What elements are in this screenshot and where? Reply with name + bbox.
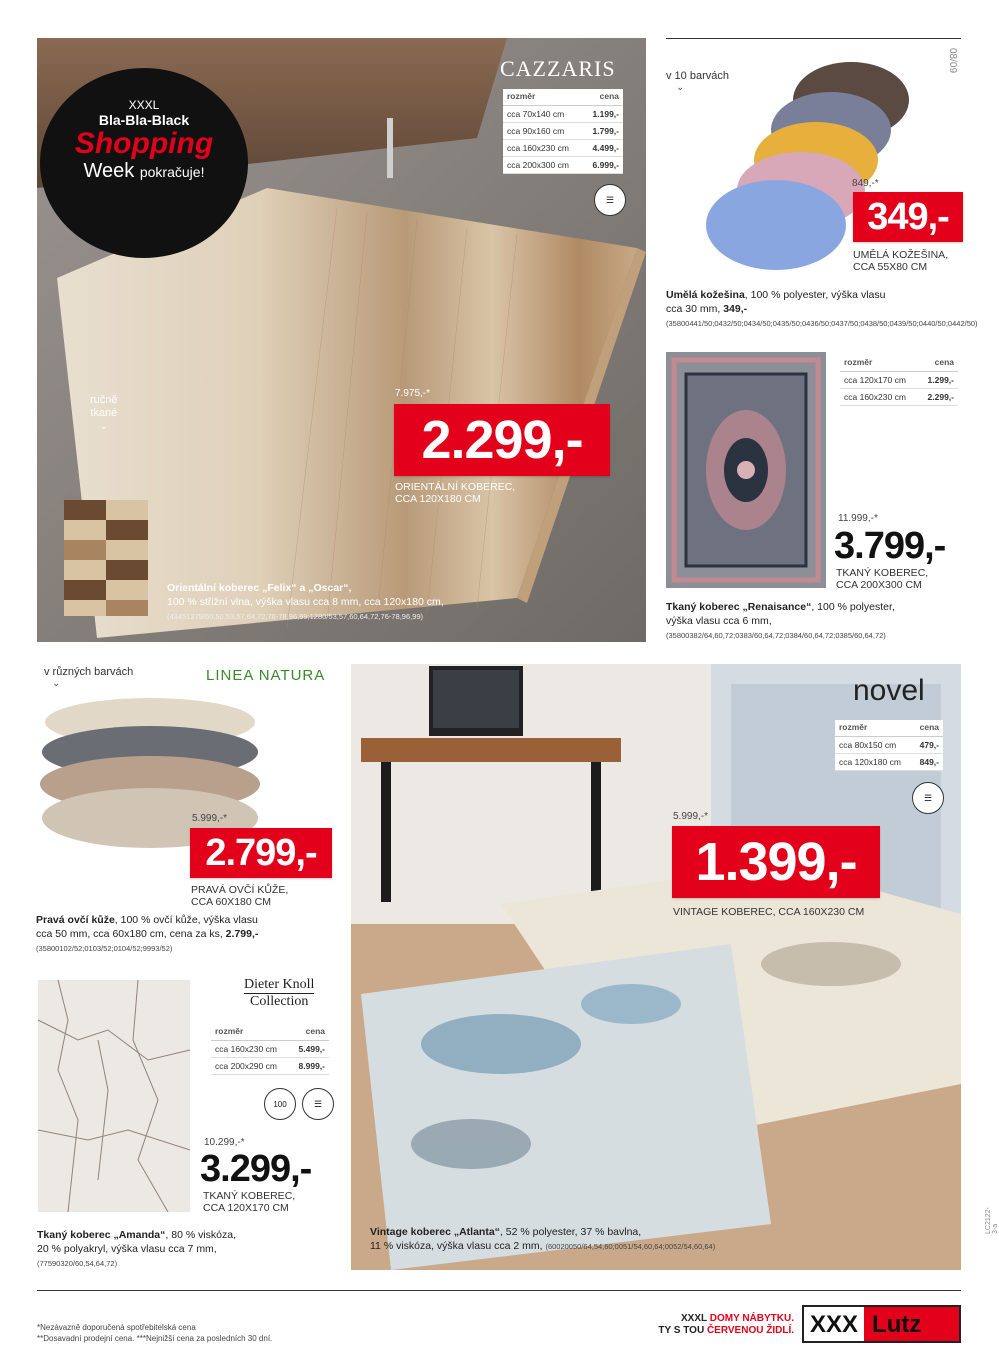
felix-title: Orientální koberec „Felix“ a „Oscar“,: [167, 582, 352, 594]
footer-slogan: XXXL DOMY NÁBYTKU. TY S TOU ČERVENOU ŽIDLÍ.: [658, 1313, 794, 1336]
logo-lutz: Lutz: [864, 1307, 959, 1341]
table-row: cca 70x140 cm 1.199,-: [503, 106, 623, 123]
oeko-100-icon: 100: [264, 1088, 296, 1120]
promo-badge-line5: pokračuje!: [139, 164, 205, 180]
page-number: 08/09: [947, 48, 958, 74]
felix-size-table: [503, 89, 623, 174]
swatch-pattern: [64, 500, 148, 616]
cazzaris-logo: CAZZARIS: [500, 56, 616, 81]
sheep-old-price: 5.999,-*: [192, 813, 228, 824]
table-row: cca 160x230 cm 2.299,-: [840, 389, 958, 406]
renaisance-subtitle: TKANÝ KOBEREC, CCA 200X300 CM: [836, 567, 929, 591]
sheep-subtitle: PRAVÁ OVČÍ KŮŽE, CCA 60X180 CM: [191, 884, 289, 908]
handmade-note: ručně tkané ⌄: [90, 394, 118, 432]
felix-pattern-swatch: [64, 500, 148, 616]
amanda-old-price: 10.299,-*: [204, 1137, 245, 1148]
atlanta-subtitle: VINTAGE KOBEREC, CCA 160X230 CM: [673, 906, 865, 918]
renaisance-pattern: [666, 352, 826, 588]
promo-badge-line1: XXXL: [128, 98, 160, 112]
fur-description: Umělá kožešina, 100 % polyester, výška vlasu cca 30 mm, 349,- (35800441/50;0432/50;0434/50;0435/50;0436/50;0437/50;0438/50;0439/50;0440/50;0442/50): [666, 289, 978, 328]
promo-badge: [40, 68, 248, 258]
felix-description: Orientální koberec „Felix“ a „Oscar“, 100 % střižní vlna, výška vlasu cca 8 mm, cca 120x180 cm, (43451279/60,50,53,57,64,72,76-78,96,99;1280/53,57,60,64,72,76-78,96,99): [167, 582, 444, 621]
amanda-subtitle: TKANÝ KOBEREC, CCA 120X170 CM: [203, 1190, 296, 1214]
renaisance-old-price: 11.999,-*: [838, 513, 878, 524]
table-row: cca 200x290 cm 8.999,-: [211, 1058, 329, 1075]
machine-made-icon: ☰: [594, 184, 626, 216]
fur-title: Umělá kožešina: [666, 289, 745, 301]
amanda-description: Tkaný koberec „Amanda“, 80 % viskóza, 20 % polyakryl, výška vlasu cca 7 mm, (77590320/60,54,64,72): [37, 1229, 237, 1268]
promo-badge-line2: Bla-Bla-Black: [98, 112, 190, 128]
faux-fur-illustration: [676, 55, 916, 275]
chevron-down-icon: ⌄: [676, 82, 685, 93]
renaisance-title: Tkaný koberec „Renaisance“: [666, 601, 812, 613]
xxxlutz-logo: [802, 1305, 961, 1343]
amanda-price: 3.299,-: [200, 1148, 312, 1190]
machine-made-icon: ☰: [912, 782, 944, 814]
price-col-header: cena: [599, 91, 619, 101]
chevron-down-icon: ⌄: [99, 421, 108, 432]
table-row: cca 120x180 cm 849,-: [835, 754, 943, 771]
linea-natura-logo: LINEA NATURA: [206, 667, 326, 684]
amanda-rug-photo: [38, 980, 190, 1212]
novel-logo: novel: [853, 674, 925, 707]
atlanta-old-price: 5.999,-*: [673, 811, 709, 822]
chevron-down-icon: ⌄: [52, 678, 61, 689]
renaisance-description: Tkaný koberec „Renaisance“, 100 % polyester, výška vlasu cca 6 mm, (35800382/64,60,72;0383/60,64,72;0384/60,64,72;0385/60,64,72): [666, 601, 895, 640]
promo-badge-line3: Shopping: [74, 127, 214, 160]
logo-xxx: XXX: [804, 1307, 864, 1341]
dieter-knoll-logo: Dieter Knoll Collection: [244, 977, 315, 1009]
felix-price: 2.299,-: [394, 404, 610, 476]
renaisance-rug-photo: [666, 352, 826, 588]
size-col-header: rozměr: [507, 91, 536, 101]
side-code: LC2122-3-a: [985, 1207, 999, 1234]
felix-subtitle: ORIENTÁLNÍ KOBEREC, CCA 120X180 CM: [395, 481, 516, 505]
table-row: cca 200x300 cm 6.999,-: [503, 157, 623, 174]
table-row: cca 160x230 cm 4.499,-: [503, 140, 623, 157]
sheep-price: 2.799,-: [190, 828, 332, 878]
sheep-colors-note: v různých barvách ⌄: [44, 666, 134, 689]
footer-notes: *Nezávazně doporučená spotřebitelská cena **Dosavadní prodejní cena. ***Nejnižší cena za posledních 30 dní.: [37, 1323, 273, 1343]
atlanta-size-table: rozměr cena cca 80x150 cm 479,- cca 120x180 cm 849,-: [835, 720, 943, 771]
table-row: cca 160x230 cm 5.499,-: [211, 1041, 329, 1058]
renaisance-size-table: rozměr cena cca 120x170 cm 1.299,- cca 160x230 cm 2.299,-: [840, 355, 958, 406]
amanda-size-table: rozměr cena cca 160x230 cm 5.499,- cca 200x290 cm 8.999,-: [211, 1024, 329, 1075]
machine-made-icon: ☰: [302, 1088, 334, 1120]
fur-subtitle: UMĚLÁ KOŽEŠINA, CCA 55X80 CM: [853, 249, 949, 273]
atlanta-price: 1.399,-: [672, 826, 880, 898]
atlanta-title: Vintage koberec „Atlanta“: [370, 1226, 500, 1238]
renaisance-price: 3.799,-: [834, 525, 946, 567]
footer-rule: [37, 1290, 961, 1291]
fur-colors-note: v 10 barvách ⌄: [666, 70, 729, 93]
table-row: cca 90x160 cm 1.799,-: [503, 123, 623, 140]
sheep-description: Pravá ovčí kůže, 100 % ovčí kůže, výška vlasu cca 50 mm, cca 60x180 cm, cena za ks, 2.799,- (35800102/52;0103/52;0104/52;9993/52): [36, 914, 259, 953]
fur-old-price: 849,-*: [852, 178, 879, 189]
marble-pattern: [38, 980, 190, 1212]
fur-price: 349,-: [853, 192, 963, 242]
table-row: cca 120x170 cm 1.299,-: [840, 372, 958, 389]
top-right-rule: [666, 38, 961, 39]
promo-badge-line4: Week: [83, 160, 135, 182]
amanda-title: Tkaný koberec „Amanda“: [37, 1229, 166, 1241]
felix-old-price: 7.975,-*: [395, 388, 431, 399]
table-row: cca 80x150 cm 479,-: [835, 737, 943, 754]
sheep-title: Pravá ovčí kůže: [36, 914, 115, 926]
atlanta-description: Vintage koberec „Atlanta“, 52 % polyester, 37 % bavlna, 11 % viskóza, výška vlasu cca 2 mm, (60020050/64,54,60;0051/54,60,64;0052/54,60,64): [370, 1226, 716, 1252]
